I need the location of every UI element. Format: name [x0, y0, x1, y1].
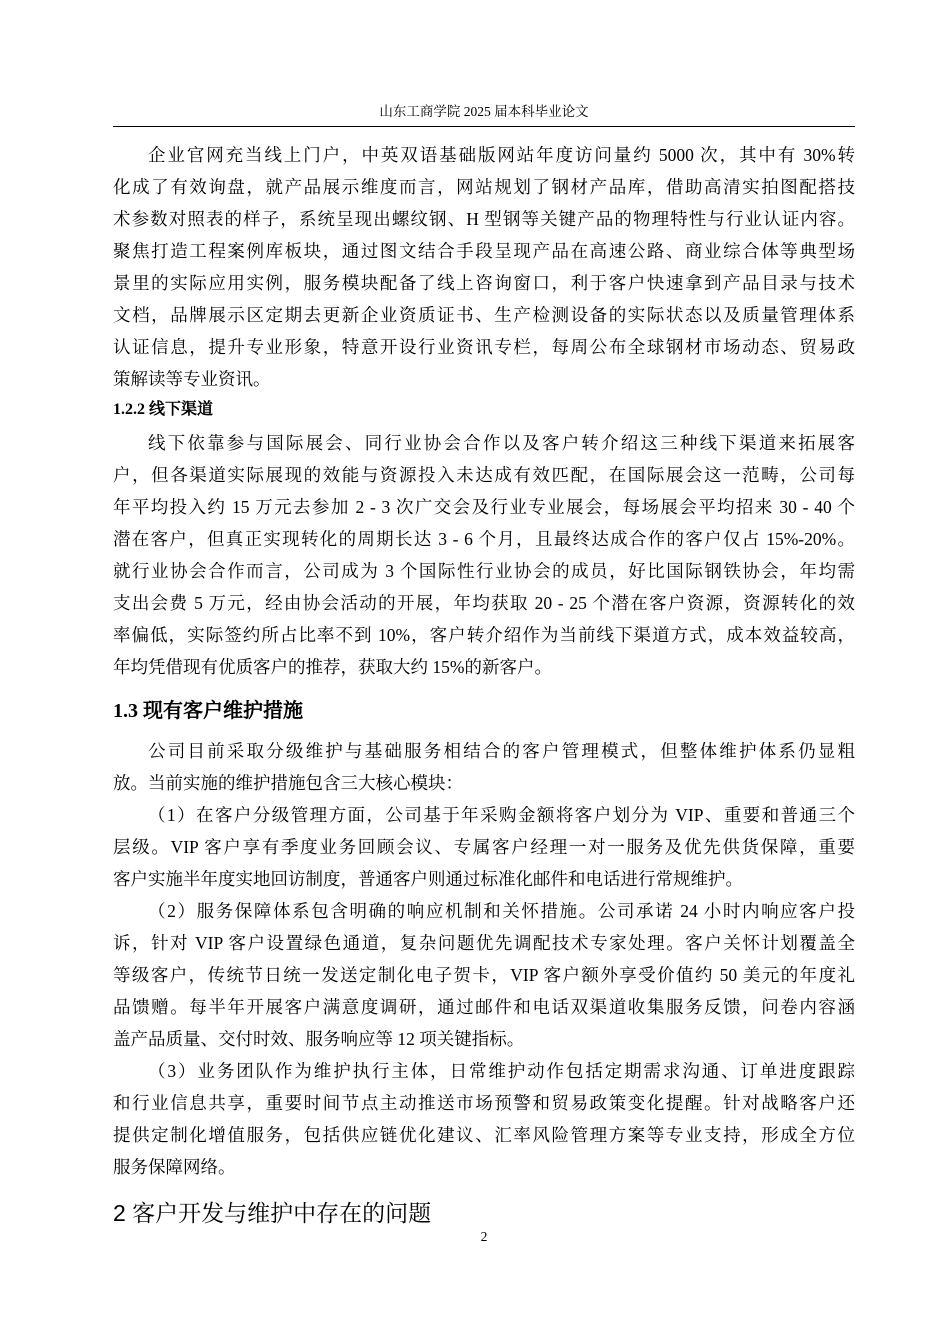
text-line: 文档，品牌展示区定期去更新企业资质证书、生产检测设备的实际状态以及质量管理体系	[113, 305, 855, 325]
text-line: 聚焦打造工程案例库板块，通过图文结合手段呈现产品在高速公路、商业综合体等典型场	[113, 241, 855, 261]
maintenance-section	[113, 735, 855, 1183]
text-line: 年平均投入约 15 万元去参加 2 - 3 次广交会及行业专业展会，每场展会平均招来 30 - 40 个	[113, 497, 855, 517]
header-divider	[113, 126, 855, 127]
heading-1-3: 1.3 现有客户维护措施	[113, 700, 303, 722]
text-line: 公司目前采取分级维护与基础服务相结合的客户管理模式，但整体维护体系仍显粗	[148, 741, 855, 761]
text-line: 术参数对照表的样子，系统呈现出螺纹钢、H 型钢等关键产品的物理特性与行业认证内容。	[113, 209, 855, 229]
text-line: 年均凭借现有优质客户的推荐，获取大约 15%的新客户。	[113, 657, 552, 677]
text-line: （3）业务团队作为维护执行主体，日常维护动作包括定期需求沟通、订单进度跟踪	[148, 1061, 855, 1081]
text-line: 化成了有效询盘，就产品展示维度而言，网站规划了钢材产品库，借助高清实拍图配搭技	[113, 177, 855, 197]
paragraph-intro	[113, 735, 855, 799]
heading-1-2-2: 1.2.2 线下渠道	[113, 401, 214, 418]
text-line: 景里的实际应用实例，服务模块配备了线上咨询窗口，利于客户快速拿到产品目录与技术	[113, 273, 855, 293]
text-line: （2）服务保障体系包含明确的响应机制和关怀措施。公司承诺 24 小时内响应客户投	[148, 901, 855, 921]
text-line: 户，但各渠道实际展现的效能与资源投入未达成有效匹配，在国际展会这一范畴，公司每	[113, 465, 855, 485]
text-line: 率偏低，实际签约所占比率不到 10%，客户转介绍作为当前线下渠道方式，成本效益较高，	[113, 625, 855, 645]
text-line: 策解读等专业资讯。	[113, 369, 271, 389]
list-item-3	[113, 1055, 855, 1183]
text-line: 盖产品质量、交付时效、服务响应等 12 项关键指标。	[113, 1029, 525, 1049]
text-line: 诉，针对 VIP 客户设置绿色通道，复杂问题优先调配技术专家处理。客户关怀计划覆盖全	[113, 933, 855, 953]
page-number: 2	[480, 1229, 488, 1244]
text-line: 就行业协会合作而言，公司成为 3 个国际性行业协会的成员，好比国际钢铁协会，年均需	[113, 561, 855, 581]
text-line: 潜在客户，但真正实现转化的周期长达 3 - 6 个月，且最终达成合作的客户仅占 15%-20%。	[113, 529, 855, 549]
text-line: 服务保障网络。	[113, 1157, 236, 1177]
text-line: 支出会费 5 万元，经由协会活动的开展，年均获取 20 - 25 个潜在客户资源，资源转化的效	[113, 593, 855, 613]
text-line: 线下依靠参与国际展会、同行业协会合作以及客户转介绍这三种线下渠道来拓展客	[148, 433, 855, 453]
text-line: 和行业信息共享，重要时间节点主动推送市场预警和贸易政策变化提醒。针对战略客户还	[113, 1093, 855, 1113]
heading-2: 2 客户开发与维护中存在的问题	[113, 1200, 432, 1226]
text-line: 客户实施半年度实地回访制度，普通客户则通过标准化邮件和电话进行常规维护。	[113, 869, 743, 889]
paragraph-offline-channels	[113, 427, 855, 683]
text-line: （1）在客户分级管理方面，公司基于年采购金额将客户划分为 VIP、重要和普通三个	[148, 805, 855, 825]
text-line: 提供定制化增值服务，包括供应链优化建议、汇率风险管理方案等专业支持，形成全方位	[113, 1125, 855, 1145]
paragraph-website	[113, 139, 855, 395]
text-line: 企业官网充当线上门户，中英双语基础版网站年度访问量约 5000 次，其中有 30%转	[148, 145, 855, 165]
list-item-1	[113, 799, 855, 895]
text-line: 层级。VIP 客户享有季度业务回顾会议、专属客户经理一对一服务及优先供货保障，重要	[113, 837, 855, 857]
text-line: 认证信息，提升专业形象，特意开设行业资讯专栏，每周公布全球钢材市场动态、贸易政	[113, 337, 855, 357]
text-line: 放。当前实施的维护措施包含三大核心模块：	[113, 773, 463, 793]
text-line: 品馈赠。每半年开展客户满意度调研，通过邮件和电话双渠道收集服务反馈，问卷内容涵	[113, 997, 855, 1017]
list-item-2	[113, 895, 855, 1055]
text-line: 等级客户，传统节日统一发送定制化电子贺卡，VIP 客户额外享受价值约 50 美元的年度礼	[113, 965, 855, 985]
running-header: 山东工商学院 2025 届本科毕业论文	[379, 104, 589, 119]
